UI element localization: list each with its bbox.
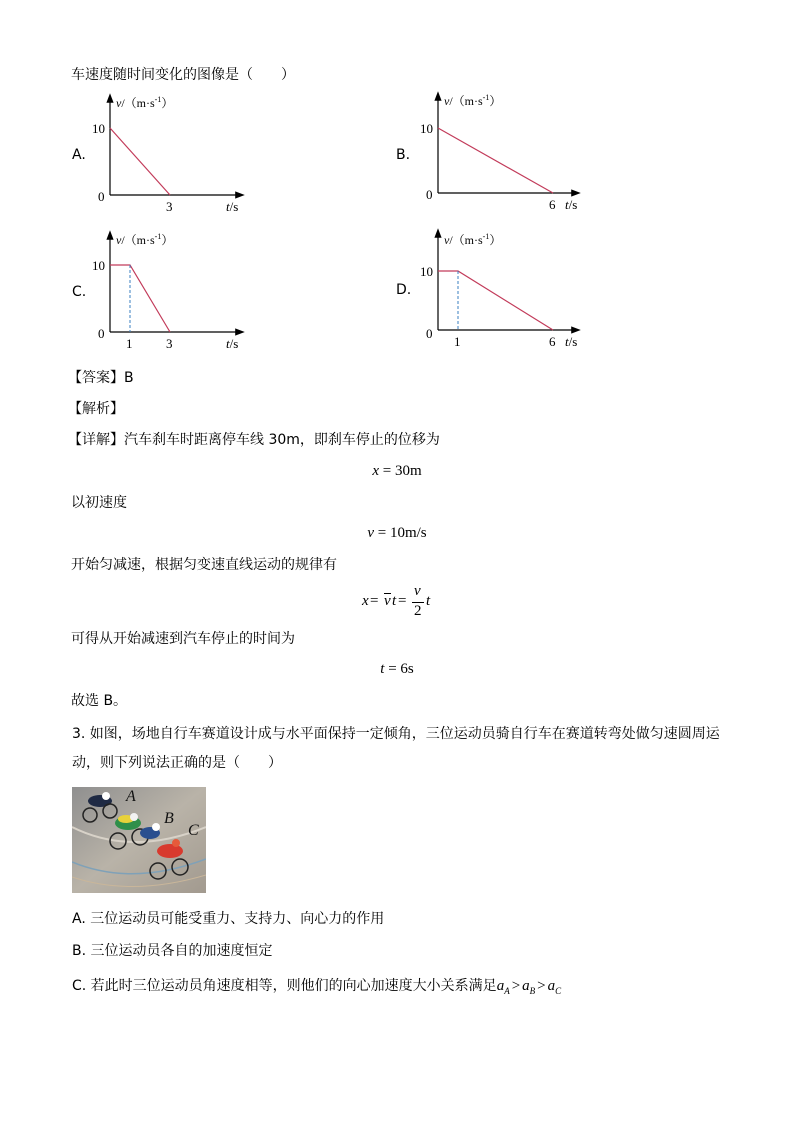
option-d-graph [418,225,588,350]
x-tick-3: 3 [166,199,173,214]
v-bar: v [384,593,391,609]
x-tick-1: 1 [454,334,461,349]
detail-text: 汽车刹车时距离停车线 30m，即刹车停止的位移为 [124,432,440,448]
x-axis-label: t/s [565,197,578,212]
option-c-graph [90,227,250,352]
y-axis-label: $v/(m\cdot s^{-1})$ [116,95,174,110]
origin-label: 0 [98,189,105,204]
y-axis-label: $v/(m\cdot s^{-1})$ [444,93,502,108]
equation-velocity: v = 10m/s [367,525,427,541]
x-tick-1: 1 [126,336,133,351]
line-time: 可得从开始减速到汽车停止的时间为 [71,631,295,647]
label-c: C [188,822,199,839]
answer-value: B [124,370,134,386]
y-tick-10: 10 [420,264,433,279]
conclusion: 故选 B。 [71,693,128,709]
question-3-stem-line1: 3. 如图，场地自行车赛道设计成与水平面保持一定倾角，三位运动员骑自行车在赛道转弯处做匀速圆周运 [72,726,720,742]
x-axis-label: t/s [226,199,239,214]
answer-line [68,369,134,387]
analysis-label: 【解析】 [68,401,124,417]
accel-relation: $a_A > a_B > a_C$ [496,978,562,996]
cyclists-photo [72,787,206,893]
y-tick-10: 10 [92,121,105,136]
line-kinematics: 开始匀减速，根据匀变速直线运动的规律有 [71,557,337,573]
label-a: A [126,788,136,805]
option-b-letter: B. [396,147,411,163]
detail-label: 【详解】 [68,432,124,448]
answer-label: 【答案】 [68,370,124,386]
x-axis-label: t/s [565,334,578,349]
line-initial-velocity: 以初速度 [71,495,127,511]
x-tick-3: 3 [166,336,173,351]
x-axis-label: t/s [226,336,239,351]
velocity-line [110,265,170,332]
equation-time: t = 6s [380,661,414,677]
x-tick-6: 6 [549,197,556,212]
origin-label: 0 [426,326,433,341]
label-b: B [164,810,174,827]
y-axis-label: $v/(m\cdot s^{-1})$ [444,232,502,247]
option-a-letter: A. [72,147,86,163]
option-d-letter: D. [396,282,412,298]
origin-label: 0 [426,187,433,202]
option-a: A. 三位运动员可能受重力、支持力、向心力的作用 [72,911,385,927]
y-tick-10: 10 [420,121,433,136]
velocity-line [438,271,553,330]
option-b-graph [418,88,588,213]
question-3-stem-line2: 动，则下列说法正确的是（ ） [72,755,282,771]
y-tick-10: 10 [92,258,105,273]
option-c: C. 若此时三位运动员角速度相等，则他们的向心加速度大小关系满足$a_A > a_B > a_C$ [72,978,562,996]
velocity-line [438,128,553,193]
equation-average-velocity: x = v t = v 2 t [362,583,431,619]
option-a-graph [90,90,250,215]
option-c-letter: C. [72,284,87,300]
origin-label: 0 [98,326,105,341]
question-2-stem: 车速度随时间变化的图像是（ ） [71,67,295,83]
detail-line [68,431,440,449]
equation-displacement: x = 30m [372,463,422,479]
velocity-line [110,128,170,195]
option-b: B. 三位运动员各自的加速度恒定 [72,943,273,959]
y-axis-label: $v/(m\cdot s^{-1})$ [116,232,174,247]
x-tick-6: 6 [549,334,556,349]
